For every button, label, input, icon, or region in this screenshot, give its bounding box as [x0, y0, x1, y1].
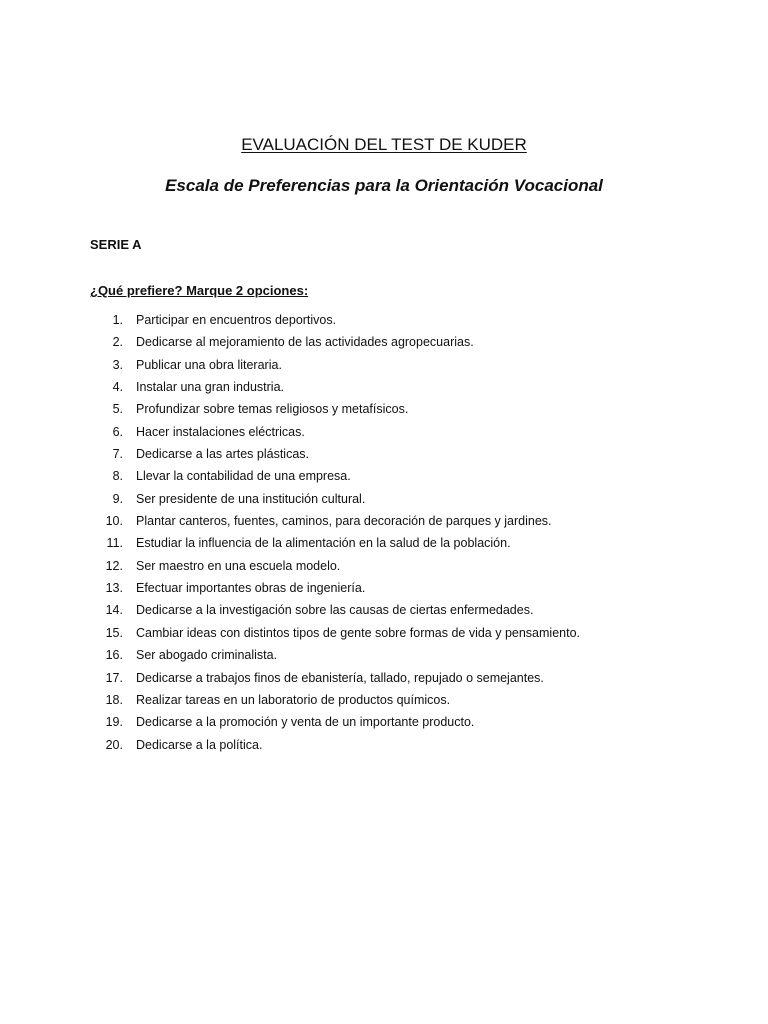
option-number: 17. — [105, 670, 123, 685]
option-number: 6. — [112, 424, 123, 439]
option-number: 13. — [105, 581, 123, 596]
option-number: 19. — [105, 715, 123, 730]
document-title: EVALUACIÓN DEL TEST DE KUDER — [241, 135, 527, 154]
option-number: 7. — [112, 447, 123, 462]
option-text: Estudiar la influencia de la alimentación en la salud de la población. — [136, 536, 511, 551]
option-text: Llevar la contabilidad de una empresa. — [136, 469, 351, 484]
option-text: Cambiar ideas con distintos tipos de gente sobre formas de vida y pensamiento. — [136, 625, 580, 640]
option-text: Dedicarse a la promoción y venta de un importante producto. — [136, 715, 475, 730]
option-text: Dedicarse a la política. — [136, 737, 263, 752]
section-heading: SERIE A — [90, 237, 142, 252]
option-number: 14. — [105, 603, 123, 618]
option-number: 2. — [112, 335, 123, 350]
option-number: 9. — [112, 491, 123, 506]
option-text: Efectuar importantes obras de ingeniería. — [136, 581, 366, 596]
option-number: 5. — [112, 402, 123, 417]
option-number: 20. — [105, 737, 123, 752]
option-text: Ser maestro en una escuela modelo. — [136, 558, 341, 573]
option-number: 10. — [105, 514, 123, 529]
option-number: 3. — [112, 357, 123, 372]
option-number: 16. — [105, 648, 123, 663]
option-number: 11. — [106, 536, 123, 551]
option-number: 15. — [105, 625, 123, 640]
option-text: Instalar una gran industria. — [136, 380, 285, 395]
option-number: 18. — [105, 692, 123, 707]
option-text: Participar en encuentros deportivos. — [136, 313, 337, 327]
option-number: 12. — [105, 558, 123, 573]
option-number: 1. — [112, 313, 123, 327]
document-subtitle: Escala de Preferencias para la Orientación Vocacional — [165, 176, 603, 195]
option-text: Profundizar sobre temas religiosos y metafísicos. — [136, 402, 409, 417]
option-number: 8. — [112, 469, 123, 484]
option-text: Ser abogado criminalista. — [136, 648, 278, 663]
option-text: Dedicarse a trabajos finos de ebanistería, tallado, repujado o semejantes. — [136, 670, 544, 685]
option-number: 4. — [112, 380, 123, 395]
option-text: Publicar una obra literaria. — [136, 357, 282, 372]
option-text: Dedicarse a las artes plásticas. — [136, 447, 309, 462]
option-text: Dedicarse a la investigación sobre las causas de ciertas enfermedades. — [136, 603, 534, 618]
option-text: Ser presidente de una institución cultural. — [136, 491, 366, 506]
option-text: Dedicarse al mejoramiento de las actividades agropecuarias. — [136, 335, 474, 350]
option-text: Realizar tareas en un laboratorio de productos químicos. — [136, 692, 451, 707]
question-prompt: ¿Qué prefiere? Marque 2 opciones: — [90, 283, 309, 298]
option-text: Plantar canteros, fuentes, caminos, para decoración de parques y jardines. — [136, 514, 552, 529]
option-text: Hacer instalaciones eléctricas. — [136, 424, 305, 439]
